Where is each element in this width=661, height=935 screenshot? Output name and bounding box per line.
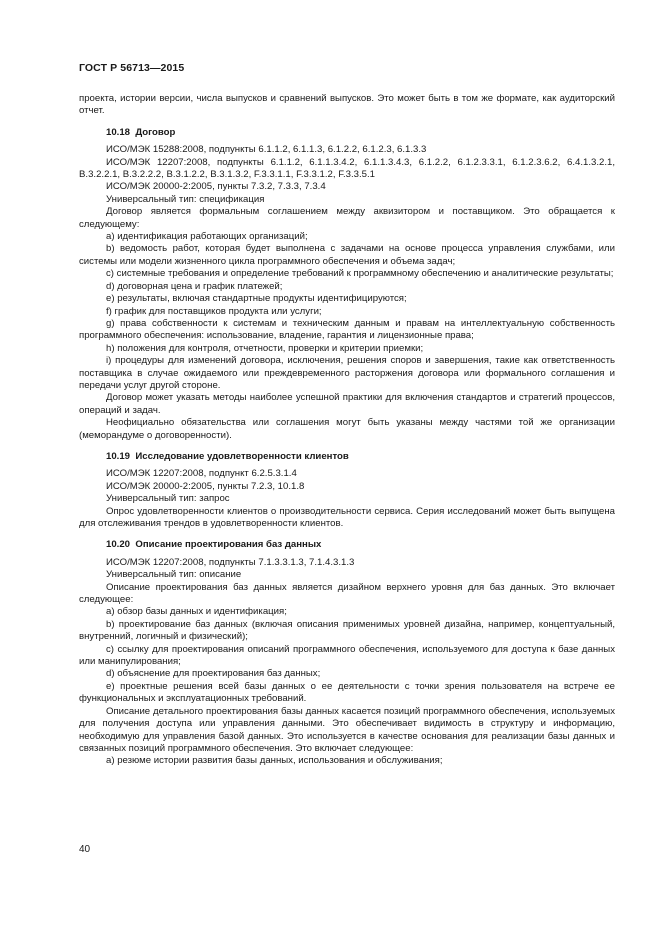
list-item: a) резюме истории развития базы данных, использования и обслуживания;: [106, 755, 443, 767]
reference-line: ИСО/МЭК 20000-2:2005, пункты 7.3.2, 7.3.3, 7.3.4: [106, 181, 326, 193]
section-number: 10.19: [106, 450, 131, 462]
reference-line: ИСО/МЭК 20000-2:2005, пункты 7.2.3, 10.1.8: [106, 480, 305, 492]
reference-line: ИСО/МЭК 12207:2008, подпункты 6.1.1.2, 6.1.1.3.4.2, 6.1.1.3.4.3, 6.1.2.2, 6.1.2.3.3.1, 6.1.2.3.6.2, 6.4.1.3.2.1, B.3.2.2.1, B.3.2.2.2, B.3.1.2.2, B.3.1.3.2, F.3.3.1.1, F.3.3.1.2, F.3.3.5.1: [79, 156, 615, 181]
list-item: a) идентификация работающих организаций;: [106, 231, 308, 243]
section-title: Исследование удовлетворенности клиентов: [135, 450, 349, 462]
universal-type-line: Универсальный тип: спецификация: [106, 193, 265, 205]
section-heading-10-18: [79, 127, 615, 139]
list-item: e) проектные решения всей базы данных о ее деятельности с точки зрения пользователя на встрече ее функциональных и эксплуатационных требований.: [79, 680, 615, 705]
list-item: a) обзор базы данных и идентификация;: [106, 606, 287, 618]
paragraph: Договор может указать методы наиболее успешной практики для включения стандартов и стратегий процессов, операций и задач.: [79, 392, 615, 416]
list-item: h) положения для контроля, отчетности, проверки и критерии приемки;: [106, 342, 424, 354]
list-item: e) результаты, включая стандартные продукты идентифицируются;: [106, 293, 407, 305]
section-number: 10.20: [106, 539, 131, 551]
paragraph-continuation: проекта, истории версии, числа выпусков и сравнений выпусков. Это может быть в том же формате, как аудиторский отчет.: [79, 93, 615, 117]
universal-type-line: Универсальный тип: запрос: [106, 493, 230, 505]
list-item: d) договорная цена и график платежей;: [106, 280, 283, 292]
list-item: b) ведомость работ, которая будет выполнена с задачами на основе процесса управления службами, или системы или модели жизненного цикла программного обеспечения и объема задач;: [79, 243, 615, 267]
section-heading-10-20: [79, 539, 615, 551]
list-item: b) проектирование баз данных (включая описания применимых уровней дизайна, например, концептуальный, внутренний, логичный и физический);: [79, 618, 615, 643]
paragraph: Описание проектирования баз данных является дизайном верхнего уровня для баз данных. Это включает следующее:: [79, 581, 615, 606]
list-item: d) объяснение для проектирования баз данных;: [106, 668, 321, 680]
paragraph: Неофициально обязательства или соглашения могут быть указаны между частями той же организации (меморандуме о договоренности).: [79, 417, 615, 441]
list-item: g) права собственности к системам и техническим данным и правам на интеллектуальную собственность программного обеспечения: использование, владение, гарантия и лицензионные права;: [79, 317, 615, 342]
universal-type-line: Универсальный тип: описание: [106, 569, 242, 581]
section-heading-10-19: [79, 451, 615, 463]
paragraph: Опрос удовлетворенности клиентов о производительности сервиса. Серия исследований может быть выпущена для отслеживания трендов в удовлетворенности клиентов.: [79, 505, 615, 529]
paragraph: Описание детального проектирования базы данных касается позиций программного обеспечения, используемых для получения доступа или управления данными. Это обеспечивает видимость в структуру и информацию, необходимую для управления базой данных. Это используется в качестве основания для реализации базы данных и связанных позиций программного обеспечения. Это включает следующее:: [79, 705, 615, 754]
section-number: 10.18: [106, 126, 131, 138]
reference-line: ИСО/МЭК 15288:2008, подпункты 6.1.1.2, 6.1.1.3, 6.1.2.2, 6.1.2.3, 6.1.3.3: [106, 144, 427, 156]
reference-line: ИСО/МЭК 12207:2008, подпункты 7.1.3.3.1.3, 7.1.4.3.1.3: [106, 556, 355, 568]
paragraph: Договор является формальным соглашением между аквизитором и поставщиком. Это обращается к следующему:: [79, 206, 615, 230]
list-item: c) ссылку для проектирования описаний программного обеспечения, используемого для доступа к базе данных или манипулирования;: [79, 643, 615, 668]
section-title: Описание проектирования баз данных: [135, 539, 322, 551]
reference-line: ИСО/МЭК 12207:2008, подпункт 6.2.5.3.1.4: [106, 468, 297, 480]
document-header: ГОСТ Р 56713—2015: [79, 62, 185, 74]
list-item: c) системные требования и определение требований к программному обеспечению и аналитические результаты;: [106, 268, 614, 280]
section-title: Договор: [135, 126, 176, 138]
document-body: [79, 93, 615, 768]
list-item: f) график для поставщиков продукта или услуги;: [106, 305, 322, 317]
page-number: 40: [79, 844, 91, 855]
list-item: i) процедуры для изменений договора, исключения, решения споров и завершения, такие как ответственность поставщика в случае ожидаемого или преждевременного расторжения договора или формального соглашения и передачи услуг другой стороне.: [79, 355, 615, 391]
